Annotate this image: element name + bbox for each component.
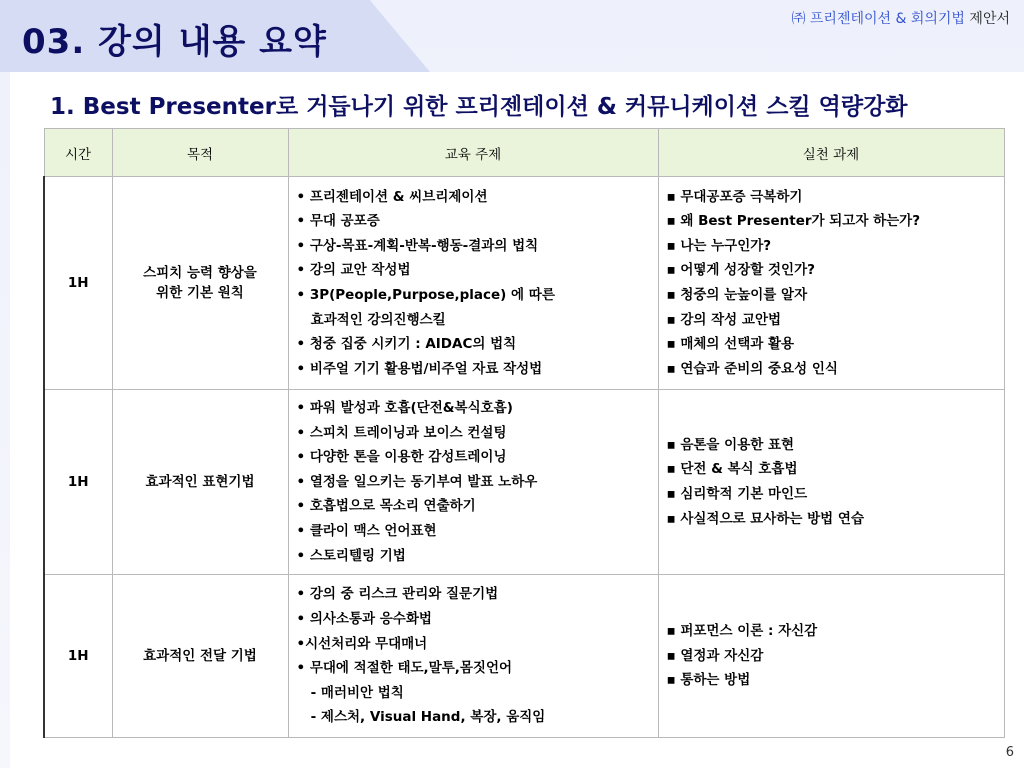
- topic-list: [297, 396, 652, 568]
- page-number: 6: [1005, 745, 1014, 760]
- topic-item: • 3P(People,Purpose,place) 에 따른: [296, 287, 555, 303]
- topic-item: 효과적인 강의진행스킬: [296, 311, 446, 328]
- task-item: ▪ 열정과 자신감: [666, 647, 764, 664]
- task-item: ▪ 연습과 준비의 중요성 인식: [666, 360, 838, 377]
- topic-item: - 매러비안 법칙: [296, 684, 404, 701]
- topic-item: • 비주얼 기기 활용법/비주얼 자료 작성법: [296, 360, 543, 377]
- column-header-time: 시간: [44, 129, 112, 177]
- topic-item: • 열정을 일으키는 동기부여 발표 노하우: [296, 473, 538, 490]
- column-header-purpose: 목적: [112, 129, 288, 177]
- purpose-line: 위한 기본 원칙: [156, 285, 244, 301]
- topic-item: - 제스처, Visual Hand, 복장, 움직임: [296, 709, 546, 726]
- table-header-row: [44, 129, 1004, 177]
- topic-item: • 무대 공포증: [296, 213, 380, 230]
- topic-item: • 의사소통과 응수화법: [296, 610, 432, 627]
- topic-list: [297, 582, 652, 730]
- task-item: ▪ 매체의 선택과 활용: [666, 336, 795, 353]
- time-cell: [44, 177, 112, 390]
- task-item: ▪ 어떻게 성장할 것인가?: [666, 262, 815, 279]
- task-item: ▪ 심리학적 기본 마인드: [666, 486, 808, 503]
- topic-item: • 스피치 트레이닝과 보이스 컨설팅: [296, 424, 507, 441]
- topic-item: • 청중 집중 시키기 : AIDAC의 법칙: [296, 336, 517, 353]
- task-item: ▪ 퍼포먼스 이론 : 자신감: [666, 623, 818, 640]
- topic-list: [297, 185, 652, 382]
- task-list: [667, 619, 998, 693]
- column-header-task: 실천 과제: [658, 129, 1004, 177]
- time-value: 1H: [67, 648, 89, 665]
- topic-cell: [288, 177, 658, 390]
- task-cell: [658, 575, 1004, 738]
- table-row: [44, 575, 1004, 738]
- time-cell: [44, 390, 112, 575]
- task-cell: [658, 390, 1004, 575]
- purpose-cell: [112, 390, 288, 575]
- curriculum-table: [43, 128, 1005, 738]
- time-value: 1H: [67, 275, 89, 291]
- purpose-cell: [112, 575, 288, 738]
- column-header-topic: 교육 주제: [288, 129, 658, 177]
- task-item: ▪ 왜 Best Presenter가 되고자 하는가?: [666, 213, 921, 230]
- table-row: [44, 177, 1004, 390]
- task-item: ▪ 통하는 방법: [666, 672, 751, 689]
- purpose-line: 효과적인 전달 기법: [143, 648, 257, 665]
- task-cell: [658, 177, 1004, 390]
- topic-item: • 무대에 적절한 태도,말투,몸짓언어: [296, 660, 513, 677]
- topic-item: • 강의 중 리스크 관리와 질문기법: [296, 586, 499, 603]
- topic-item: • 다양한 톤을 이용한 감성트레이닝: [296, 449, 507, 466]
- topic-item: • 파워 발성과 호흡(단전&복식호흡): [296, 400, 513, 416]
- purpose-cell: [112, 177, 288, 390]
- topic-item: • 구상-목표-계획-반복-행동-결과의 법칙: [296, 237, 539, 254]
- document-type: 제안서: [969, 11, 1010, 27]
- task-item: ▪ 음톤을 이용한 표현: [666, 436, 795, 453]
- purpose-line: 효과적인 표현기법: [145, 474, 255, 491]
- time-cell: [44, 575, 112, 738]
- task-item: ▪ 무대공포증 극복하기: [666, 188, 803, 205]
- topic-item: •시선처리와 무대매너: [296, 635, 428, 652]
- topic-cell: [288, 390, 658, 575]
- purpose-line: 스피치 능력 향상을: [143, 265, 257, 281]
- table-row: [44, 390, 1004, 575]
- topic-item: • 프리젠테이션 & 씨브리제이션: [296, 188, 488, 205]
- task-list: [667, 433, 998, 531]
- task-item: ▪ 나는 누구인가?: [666, 237, 772, 254]
- section-subtitle: 1. Best Presenter로 거듭나기 위한 프리젠테이션 & 커뮤니케이션 스킬 역량강화: [50, 94, 908, 120]
- topic-item: • 스토리텔링 기법: [296, 547, 406, 564]
- task-item: ▪ 강의 작성 교안법: [666, 311, 782, 328]
- topic-item: • 클라이 맥스 언어표현: [296, 522, 437, 539]
- task-item: ▪ 사실적으로 묘사하는 방법 연습: [666, 510, 864, 527]
- task-list: [667, 185, 998, 382]
- task-item: ▪ 청중의 눈높이를 알자: [666, 287, 808, 303]
- task-item: ▪ 단전 & 복식 호흡법: [666, 461, 798, 478]
- company-name: ㈜ 프리젠테이션 & 회의기법: [791, 11, 965, 27]
- topic-item: • 호흡법으로 목소리 연출하기: [296, 498, 476, 515]
- proposal-tag: [791, 8, 1010, 28]
- topic-item: • 강의 교안 작성법: [296, 262, 411, 279]
- slide-title: 03. 강의 내용 요약: [22, 22, 327, 62]
- time-value: 1H: [67, 474, 89, 491]
- topic-cell: [288, 575, 658, 738]
